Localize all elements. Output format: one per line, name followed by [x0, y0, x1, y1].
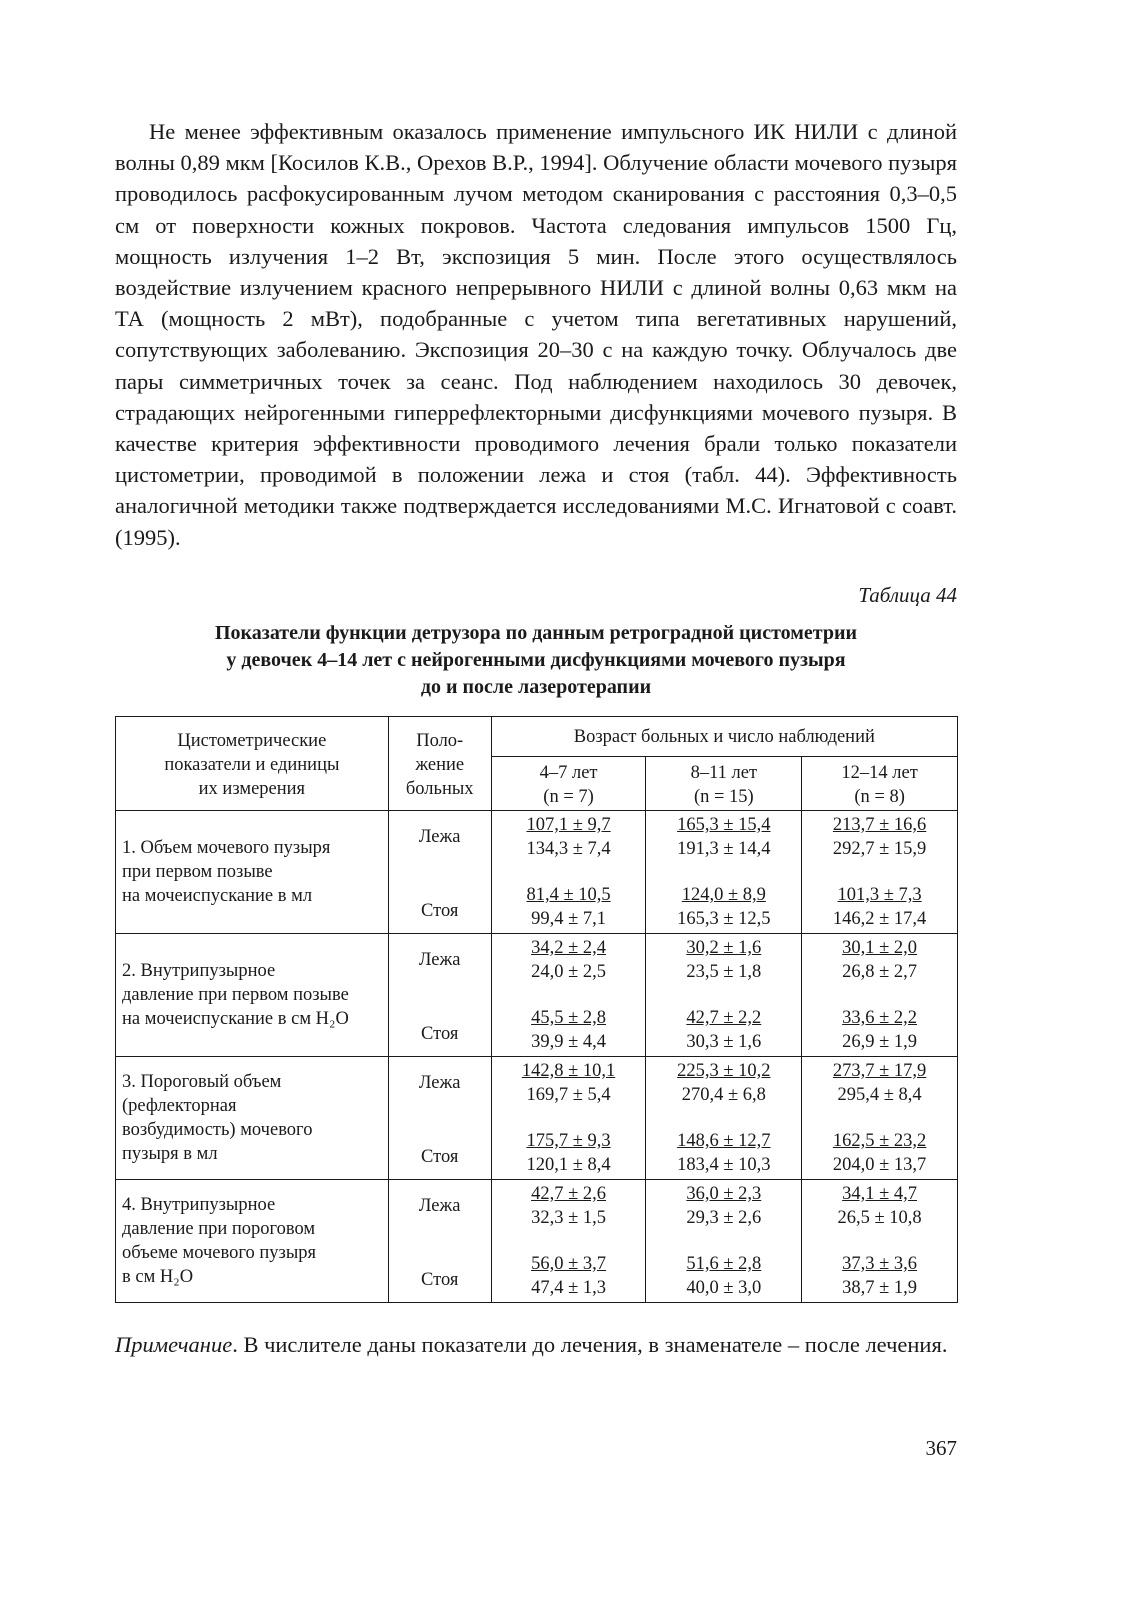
value-before-treatment: 162,5 ± 23,2 — [832, 1131, 927, 1151]
paragraph-text: Не менее эффективным оказалось применение импульсного ИК НИЛИ с длиной волны 0,89 мкм [Косилов К.В., Орехов В.Р., 1994]. Облучение области мочевого пузыря проводилось расфокусированным лучом методом сканирования с расстояния 0,3–0,5 см от поверхности кожных покровов. Частота следования импульсов 1500 Гц, мощность излучения 1–2 Вт, экспозиция 5 мин. После этого осуществлялось воздействие излучением красного непрерывного НИЛИ с длиной волны 0,63 мкм на ТА (мощность 2 мВт), подобранные с учетом типа вегетативных нарушений, сопутствующих заболеванию. Экспозиция 20–30 с на каждую точку. Облучалось две пары симметричных точек за сеанс. Под наблюдением находилось 30 девочек, страдающих нейрогенными гиперрефлекторными дисфункциями мочевого пузыря. В качестве критерия эффективности проводимого лечения брали только показатели цистометрии, проводимой в положении лежа и стоя (табл. 44). Эффективность аналогичной методики также подтверждается исследованиями М.С. Игнатовой с соавт. (1995). — [115, 119, 957, 550]
value-after-treatment: 24,0 ± 2,5 — [531, 962, 606, 982]
position-cell — [388, 1057, 491, 1180]
value-before-treatment: 30,2 ± 1,6 — [686, 938, 762, 958]
position-header — [388, 717, 491, 811]
value-before-treatment: 33,6 ± 2,2 — [842, 1008, 918, 1028]
value-pair-standing — [492, 1129, 646, 1177]
position-header-line: Поло- — [416, 731, 464, 751]
value-before-treatment: 107,1 ± 9,7 — [526, 815, 611, 835]
value-after-treatment: 23,5 ± 1,8 — [686, 962, 762, 982]
parameter-line: на мочеиспускание в мл — [122, 886, 313, 906]
value-cell — [802, 811, 958, 934]
position-header-line: жение — [415, 755, 465, 775]
value-pair-lying — [802, 813, 957, 861]
age-n: (n = 7) — [543, 787, 594, 807]
value-cell — [491, 811, 646, 934]
parameter-line: (рефлекторная — [122, 1096, 237, 1116]
value-before-treatment: 51,6 ± 2,8 — [686, 1254, 762, 1274]
cystometry-table — [115, 716, 958, 1303]
value-pair-standing — [646, 1006, 801, 1054]
value-cell — [802, 1057, 958, 1180]
value-after-treatment: 32,3 ± 1,5 — [531, 1208, 606, 1228]
value-pair-lying — [802, 1059, 957, 1107]
value-after-treatment: 99,4 ± 7,1 — [531, 909, 606, 929]
value-cell — [646, 1057, 802, 1180]
value-before-treatment: 175,7 ± 9,3 — [526, 1131, 611, 1151]
value-after-treatment: 165,3 ± 12,5 — [677, 909, 771, 929]
value-cell — [802, 1180, 958, 1303]
position-standing: Стоя — [421, 901, 459, 921]
value-pair-lying — [802, 1182, 957, 1230]
position-lying: Лежа — [418, 950, 461, 970]
value-before-treatment: 101,3 ± 7,3 — [837, 885, 922, 905]
value-after-treatment: 292,7 ± 15,9 — [832, 839, 927, 859]
value-pair-standing — [646, 1129, 801, 1177]
value-pair-lying — [492, 1182, 646, 1230]
value-before-treatment: 37,3 ± 3,6 — [842, 1254, 918, 1274]
body-paragraph — [115, 116, 957, 553]
value-pair-standing — [802, 1252, 957, 1300]
value-before-treatment: 148,6 ± 12,7 — [677, 1131, 771, 1151]
value-pair-lying — [492, 1059, 646, 1107]
value-after-treatment: 191,3 ± 14,4 — [677, 839, 771, 859]
age-header — [491, 757, 646, 811]
age-range: 4–7 лет — [539, 763, 598, 783]
value-pair-lying — [646, 1059, 801, 1107]
value-after-treatment: 39,9 ± 4,4 — [531, 1032, 606, 1052]
value-before-treatment: 42,7 ± 2,6 — [531, 1184, 606, 1204]
value-before-treatment: 34,2 ± 2,4 — [531, 938, 606, 958]
table-row — [116, 811, 958, 934]
value-pair-standing — [646, 883, 801, 931]
value-pair-lying — [646, 813, 801, 861]
value-before-treatment: 213,7 ± 16,6 — [832, 815, 927, 835]
value-after-treatment: 204,0 ± 13,7 — [832, 1155, 927, 1175]
value-pair-standing — [802, 1129, 957, 1177]
value-pair-lying — [492, 936, 646, 984]
value-after-treatment: 26,9 ± 1,9 — [842, 1032, 918, 1052]
position-lying: Лежа — [418, 1073, 461, 1093]
note-text: . В числителе даны показатели до лечения, в знаменателе – после лечения. — [232, 1332, 948, 1357]
value-pair-lying — [802, 936, 957, 984]
position-header-line: больных — [405, 779, 474, 799]
page-number: 367 — [925, 1436, 957, 1460]
value-after-treatment: 120,1 ± 8,4 — [526, 1155, 611, 1175]
table-title — [115, 620, 957, 701]
value-cell — [491, 1180, 646, 1303]
table-row — [116, 934, 958, 1057]
value-pair-lying — [646, 936, 801, 984]
value-cell — [646, 934, 802, 1057]
age-range: 12–14 лет — [841, 763, 918, 783]
value-after-treatment: 26,8 ± 2,7 — [842, 962, 918, 982]
value-after-treatment: 30,3 ± 1,6 — [686, 1032, 762, 1052]
table-title-line: Показатели функции детрузора по данным ретроградной цистометрии — [215, 622, 857, 644]
value-before-treatment: 36,0 ± 2,3 — [686, 1184, 762, 1204]
value-cell — [491, 934, 646, 1057]
value-pair-standing — [802, 883, 957, 931]
position-cell — [388, 811, 491, 934]
value-before-treatment: 42,7 ± 2,2 — [686, 1008, 762, 1028]
position-lying: Лежа — [418, 1196, 461, 1216]
table-title-line: до и после лазеротерапии — [420, 676, 652, 698]
note-label: Примечание — [115, 1332, 233, 1357]
table-number: Таблица 44 — [858, 583, 957, 607]
parameter-line: давление при первом позыве — [122, 985, 349, 1005]
value-cell — [802, 934, 958, 1057]
value-pair-standing — [646, 1252, 801, 1300]
parameter-line: 4. Внутрипузырное — [122, 1195, 276, 1215]
value-after-treatment: 270,4 ± 6,8 — [681, 1085, 766, 1105]
table-row — [116, 1180, 958, 1303]
value-after-treatment: 29,3 ± 2,6 — [686, 1208, 762, 1228]
age-range: 8–11 лет — [690, 763, 758, 783]
parameter-cell — [116, 934, 389, 1057]
parameter-line: при первом позыве — [122, 862, 273, 882]
parameter-line: давление при пороговом — [122, 1219, 316, 1239]
value-after-treatment: 134,3 ± 7,4 — [526, 839, 611, 859]
value-cell — [491, 1057, 646, 1180]
position-standing: Стоя — [421, 1270, 459, 1290]
parameter-line: в см H₂O — [122, 1267, 194, 1287]
value-pair-lying — [492, 813, 646, 861]
parameter-cell — [116, 1180, 389, 1303]
position-standing: Стоя — [421, 1147, 459, 1167]
parameter-line: пузыря в мл — [122, 1144, 218, 1164]
value-after-treatment: 47,4 ± 1,3 — [531, 1278, 606, 1298]
parameter-line: объеме мочевого пузыря — [122, 1243, 317, 1263]
value-before-treatment: 34,1 ± 4,7 — [842, 1184, 918, 1204]
value-pair-lying — [646, 1182, 801, 1230]
param-header-line: их измерения — [198, 779, 306, 799]
value-before-treatment: 225,3 ± 10,2 — [677, 1061, 771, 1081]
value-after-treatment: 169,7 ± 5,4 — [526, 1085, 611, 1105]
value-before-treatment: 45,5 ± 2,8 — [531, 1008, 606, 1028]
value-after-treatment: 38,7 ± 1,9 — [842, 1278, 918, 1298]
position-standing: Стоя — [421, 1024, 459, 1044]
value-cell — [646, 811, 802, 934]
parameter-line: 1. Объем мочевого пузыря — [122, 838, 331, 858]
parameter-line: возбудимость) мочевого — [122, 1120, 313, 1140]
value-pair-standing — [492, 1252, 646, 1300]
value-after-treatment: 183,4 ± 10,3 — [677, 1155, 771, 1175]
param-header-line: показатели и единицы — [164, 755, 340, 775]
age-header — [802, 757, 958, 811]
age-n: (n = 8) — [854, 787, 905, 807]
param-header — [116, 717, 389, 811]
value-before-treatment: 273,7 ± 17,9 — [832, 1061, 927, 1081]
parameter-line: 2. Внутрипузырное — [122, 961, 276, 981]
value-before-treatment: 142,8 ± 10,1 — [521, 1061, 616, 1081]
value-after-treatment: 40,0 ± 3,0 — [686, 1278, 762, 1298]
value-after-treatment: 26,5 ± 10,8 — [837, 1208, 922, 1228]
value-pair-standing — [492, 883, 646, 931]
value-pair-standing — [802, 1006, 957, 1054]
parameter-line: на мочеиспускание в см H₂O — [122, 1009, 349, 1029]
age-header — [646, 757, 802, 811]
value-after-treatment: 295,4 ± 8,4 — [837, 1085, 922, 1105]
parameter-line: 3. Пороговый объем — [122, 1072, 282, 1092]
parameter-cell — [116, 1057, 389, 1180]
value-before-treatment: 56,0 ± 3,7 — [531, 1254, 606, 1274]
value-before-treatment: 124,0 ± 8,9 — [681, 885, 766, 905]
age-n: (n = 15) — [693, 787, 754, 807]
value-after-treatment: 146,2 ± 17,4 — [832, 909, 927, 929]
position-lying: Лежа — [418, 827, 461, 847]
value-pair-standing — [492, 1006, 646, 1054]
value-before-treatment: 30,1 ± 2,0 — [842, 938, 918, 958]
parameter-cell — [116, 811, 389, 934]
position-cell — [388, 934, 491, 1057]
param-header-line: Цистометрические — [177, 731, 327, 751]
position-cell — [388, 1180, 491, 1303]
table-note — [115, 1329, 957, 1361]
age-group-header: Возраст больных и число наблюдений — [491, 717, 957, 757]
table-row — [116, 1057, 958, 1180]
value-cell — [646, 1180, 802, 1303]
table-title-line: у девочек 4–14 лет с нейрогенными дисфункциями мочевого пузыря — [226, 649, 846, 671]
value-before-treatment: 81,4 ± 10,5 — [526, 885, 611, 905]
value-before-treatment: 165,3 ± 15,4 — [677, 815, 771, 835]
